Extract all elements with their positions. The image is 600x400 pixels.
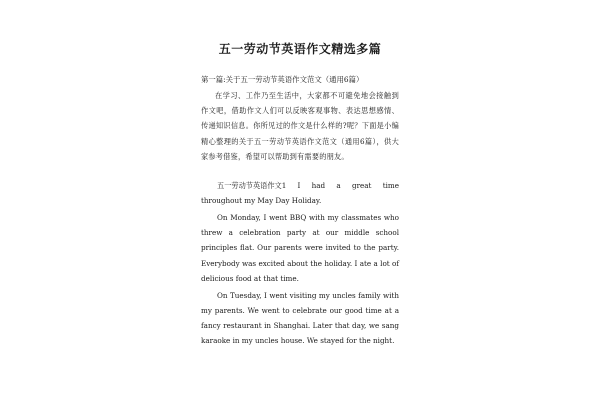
essay-word: I — [297, 181, 301, 190]
essay-paragraph-2: On Monday, I went BBQ with my classmates who threw a celebration party at our middle school principles flat. Our parents were invited to the party. Everybody was excited about the holiday. I ate a lot of delicious food at that time. — [201, 213, 399, 283]
section-heading: 第一篇:关于五一劳动节英语作文范文（通用6篇） — [201, 75, 364, 84]
intro-paragraph: 在学习、工作乃至生活中，大家都不可避免地会接触到作文吧，借助作文人们可以反映客观事物、表达思想感情、传递知识信息。你所见过的作文是什么样的?呢？下面是小编精心整理的关于五一劳动节英语作文范文（通用6篇），供大家参考借鉴，希望可以帮助到有需要的朋友。 — [201, 91, 399, 161]
essay-paragraph-1-continued: throughout my May Day Holiday. — [201, 196, 322, 206]
essay-first-line — [201, 178, 399, 193]
essay-word: time — [382, 181, 399, 190]
page-title: 五一劳动节英语作文精选多篇 — [218, 42, 382, 56]
essay-body — [201, 178, 399, 350]
essay-word: a — [336, 181, 341, 190]
essay-word: had — [311, 181, 326, 190]
essay-heading-word: 五一劳动节英语作文1 — [217, 181, 287, 190]
essay-paragraph-3: On Tuesday, I went visiting my uncles family with my parents. We went to celebrate our good time at a fancy restaurant in Shanghai. Later that day, we sang karaoke in my uncles house. We stayed for the night. — [201, 290, 399, 346]
essay-word: great — [351, 181, 372, 190]
